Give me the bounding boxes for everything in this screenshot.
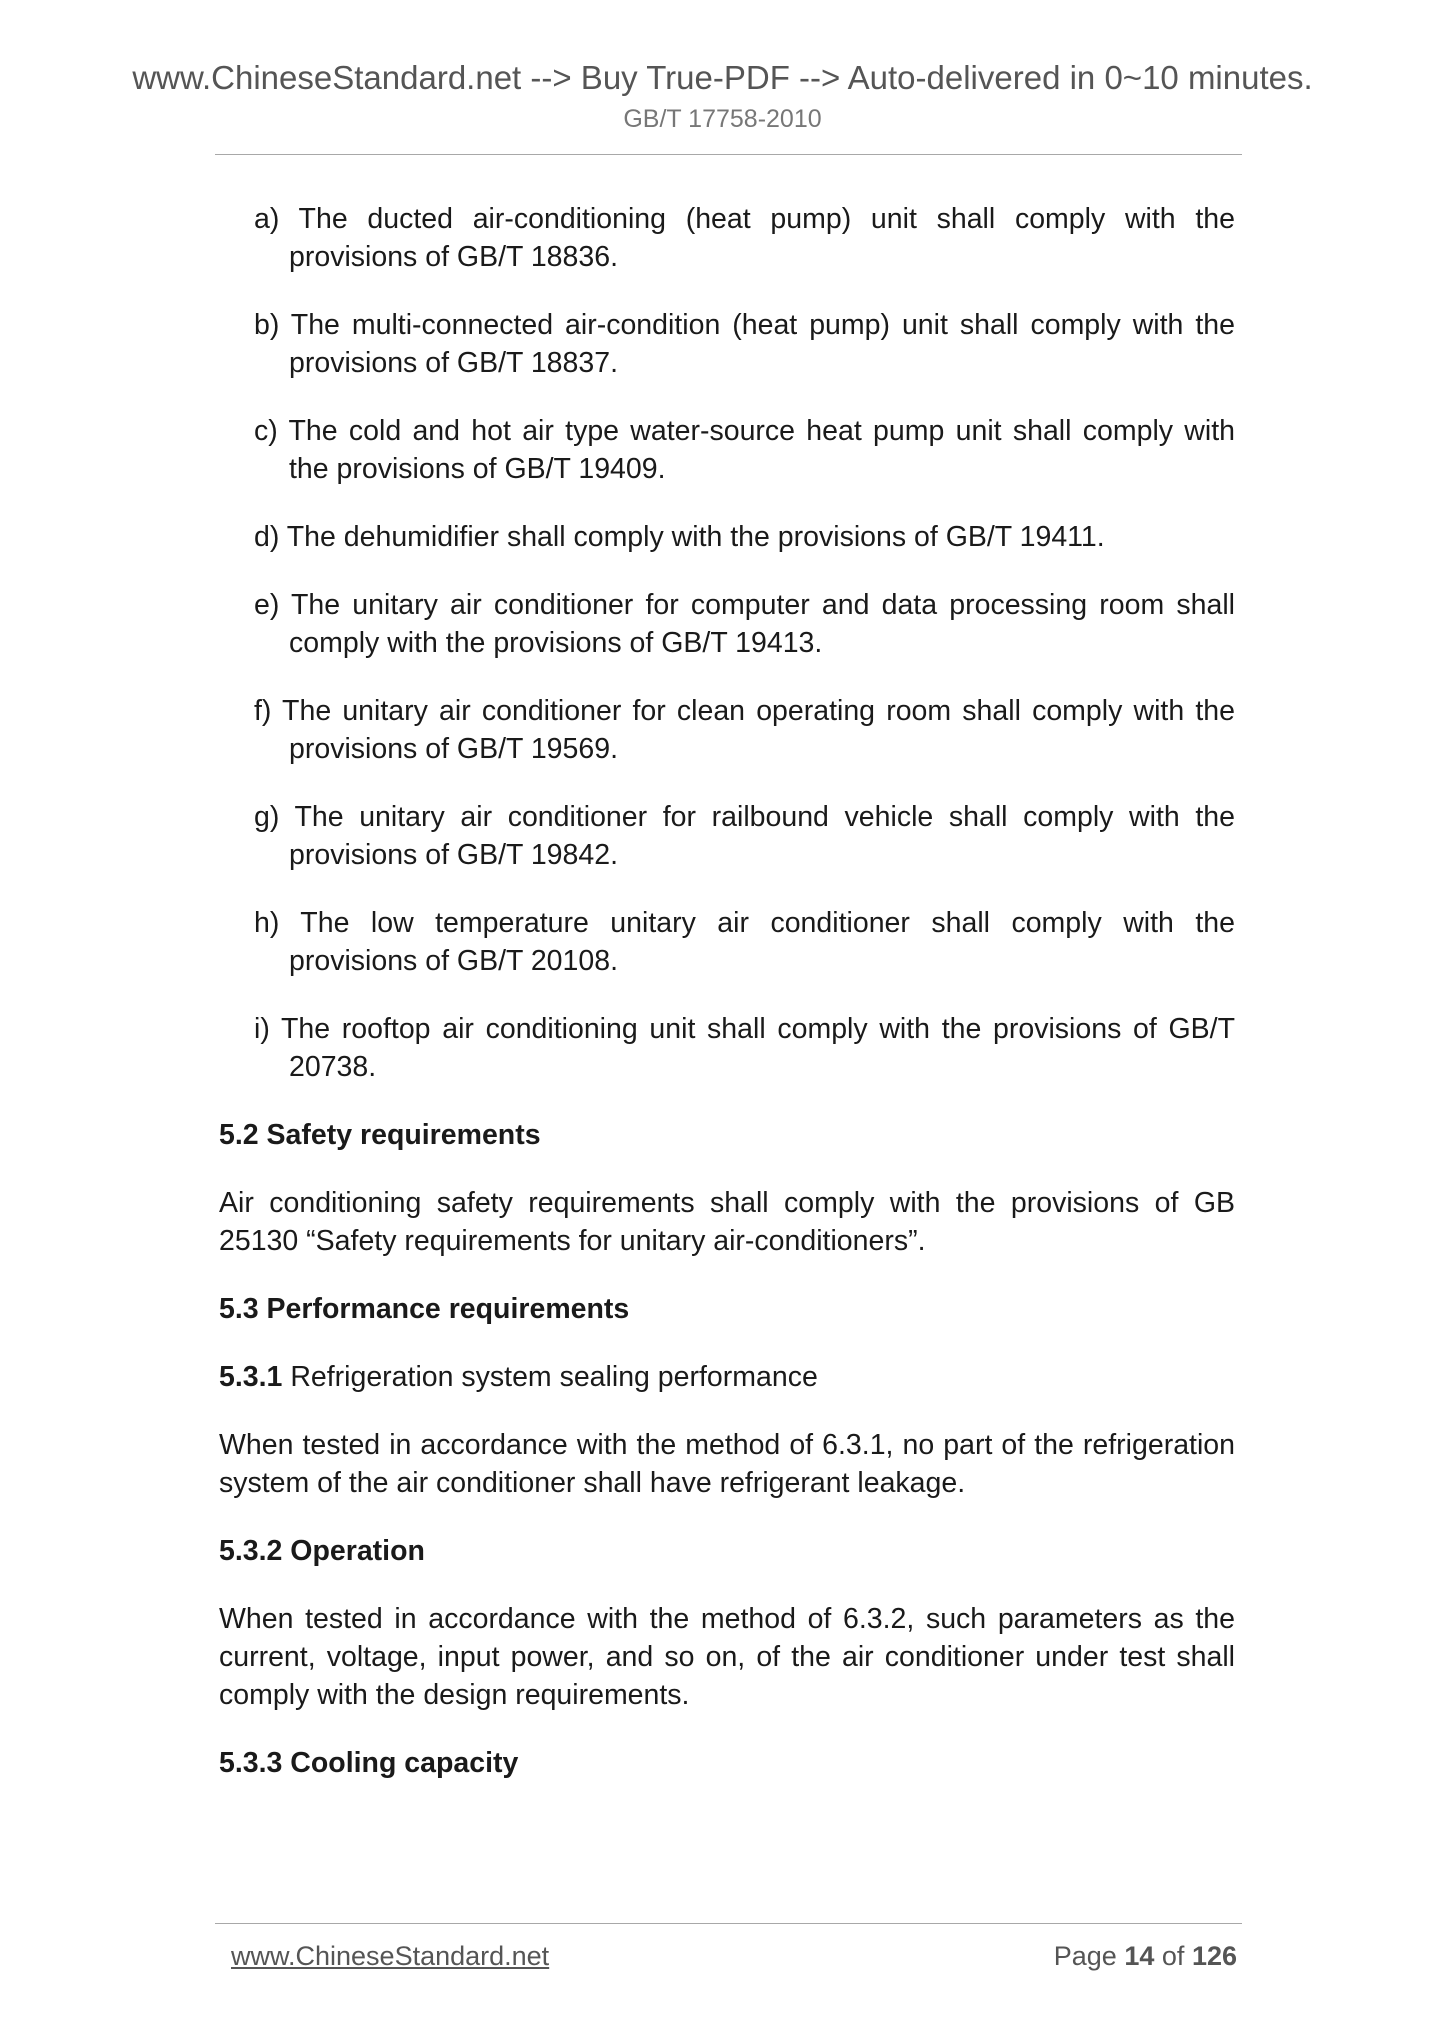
page-current: 14 [1124, 1941, 1155, 1971]
section-5-2-heading: 5.2 Safety requirements [219, 1119, 541, 1151]
list-item-g: g) The unitary air conditioner for railbound vehicle shall comply with the provisions of GB/T 19842. [254, 801, 1235, 871]
section-5-2-text: Air conditioning safety requirements shall comply with the provisions of GB 25130 “Safety requirements for unitary air-conditioners”. [219, 1187, 1235, 1257]
section-5-3-heading: 5.3 Performance requirements [219, 1293, 630, 1325]
list-item-e: e) The unitary air conditioner for computer and data processing room shall comply with the provisions of GB/T 19413. [254, 589, 1235, 659]
list-item-i: i) The rooftop air conditioning unit shall comply with the provisions of GB/T 20738. [254, 1013, 1235, 1083]
page-of: of [1161, 1941, 1185, 1971]
footer-divider [215, 1923, 1242, 1924]
page-prefix: Page [1053, 1941, 1117, 1971]
page-number [1054, 1941, 1237, 1972]
list-item-f: f) The unitary air conditioner for clean operating room shall comply with the provisions of GB/T 19569. [254, 695, 1235, 765]
list-item-a: a) The ducted air-conditioning (heat pump) unit shall comply with the provisions of GB/T 18836. [254, 203, 1235, 273]
list-item-b: b) The multi-connected air-condition (heat pump) unit shall comply with the provisions of GB/T 18837. [254, 309, 1235, 379]
document-code: GB/T 17758-2010 [623, 105, 822, 133]
section-5-3-1-number: 5.3.1 [219, 1361, 283, 1393]
list-item-h: h) The low temperature unitary air conditioner shall comply with the provisions of GB/T 20108. [254, 907, 1235, 977]
section-5-3-1-title: Refrigeration system sealing performance [290, 1361, 818, 1393]
header-banner: www.ChineseStandard.net --> Buy True-PDF --> Auto-delivered in 0~10 minutes. [132, 59, 1313, 96]
footer-website-link[interactable]: www.ChineseStandard.net [231, 1941, 550, 1971]
section-5-3-1-text: When tested in accordance with the method of 6.3.1, no part of the refrigeration system of the air conditioner shall have refrigerant leakage. [219, 1429, 1235, 1499]
page-total: 126 [1191, 1941, 1237, 1971]
header-divider [215, 154, 1242, 155]
page-content [219, 200, 1235, 1812]
section-5-3-1-heading [219, 1358, 1235, 1396]
section-5-3-2-text: When tested in accordance with the method of 6.3.2, such parameters as the current, voltage, input power, and so on, of the air conditioner under test shall comply with the design requirements. [219, 1603, 1235, 1711]
section-5-3-2-heading: 5.3.2 Operation [219, 1535, 425, 1567]
list-item-d: d) The dehumidifier shall comply with the provisions of GB/T 19411. [254, 521, 1105, 553]
section-5-3-3-heading: 5.3.3 Cooling capacity [219, 1747, 519, 1779]
list-item-c: c) The cold and hot air type water-source heat pump unit shall comply with the provisions of GB/T 19409. [254, 415, 1235, 485]
